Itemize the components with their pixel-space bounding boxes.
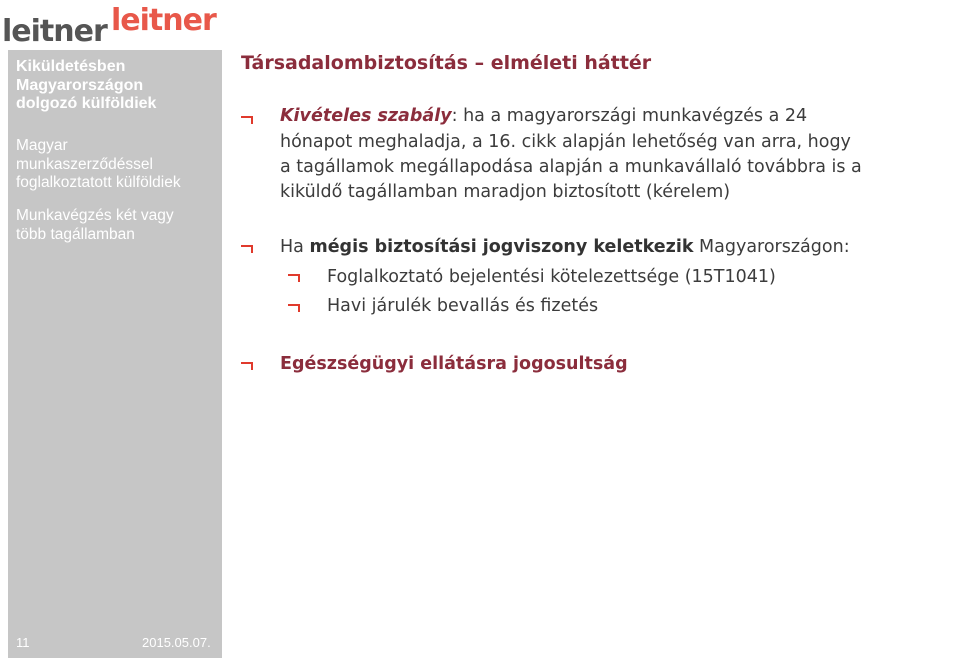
page-number: 11 [16,635,30,650]
sub-bullet-2: Havi járulék bevallás és fizetés [327,296,599,316]
sidebar-item-ket-tagallam[interactable] [16,207,216,244]
sidebar-item-line: dolgozó külföldiek [16,95,157,112]
logo-text-red: leitner [111,3,216,38]
bullet-marker-icon [241,245,253,253]
sidebar-item-line: Munkavégzés két vagy [16,207,174,224]
sub-bullet-marker-icon [288,274,300,282]
leitner-logo [0,2,240,49]
bullet-2-post: Magyarországon: [693,237,850,257]
bullet-2-pre: Ha [280,237,310,257]
bullet-2-line [280,234,850,260]
sidebar-item-kikuldetes[interactable] [16,58,216,114]
sub-bullet-1: Foglalkoztató bejelentési kötelezettsége (15T1041) [327,267,776,287]
bullet-marker-icon [241,116,253,124]
sidebar-item-line: Magyar [16,137,68,154]
slide-title: Társadalombiztosítás – elméleti háttér [241,52,652,74]
slide-date: 2015.05.07. [142,635,211,650]
bullet-1-line-4: kiküldő tagállamban maradjon biztosított (kérelem) [280,182,731,202]
sub-bullet-marker-icon [288,304,300,312]
sidebar-item-line: Kiküldetésben [16,58,126,75]
bullet-1-line-2: hónapot meghaladja, a 16. cikk alapján lehetőség van arra, hogy [280,132,851,152]
bullet-1-line-3: a tagállamok megállapodása alapján a munkavállaló továbbra is a [280,157,862,177]
sidebar-item-magyar-munkaszerzodes[interactable] [16,137,216,193]
sidebar-item-line: több tagállamban [16,225,135,243]
bullet-marker-icon [241,362,253,370]
logo-text-gray: leitner [2,14,107,49]
bullet-3: Egészségügyi ellátásra jogosultság [280,354,628,374]
sidebar-item-line: foglalkoztatott külföldiek [16,174,181,191]
bullet-1-lead: Kivételes szabály [280,106,452,126]
bullet-1-line-1 [280,103,807,129]
sidebar-item-line: munkaszerződéssel [16,155,153,173]
sidebar [8,50,222,658]
bullet-2-bold: mégis biztosítási jogviszony keletkezik [309,237,694,257]
bullet-1-line-1-rest: : ha a magyarországi munkavégzés a 24 [451,106,808,126]
sidebar-item-line: Magyarországon [16,76,144,94]
